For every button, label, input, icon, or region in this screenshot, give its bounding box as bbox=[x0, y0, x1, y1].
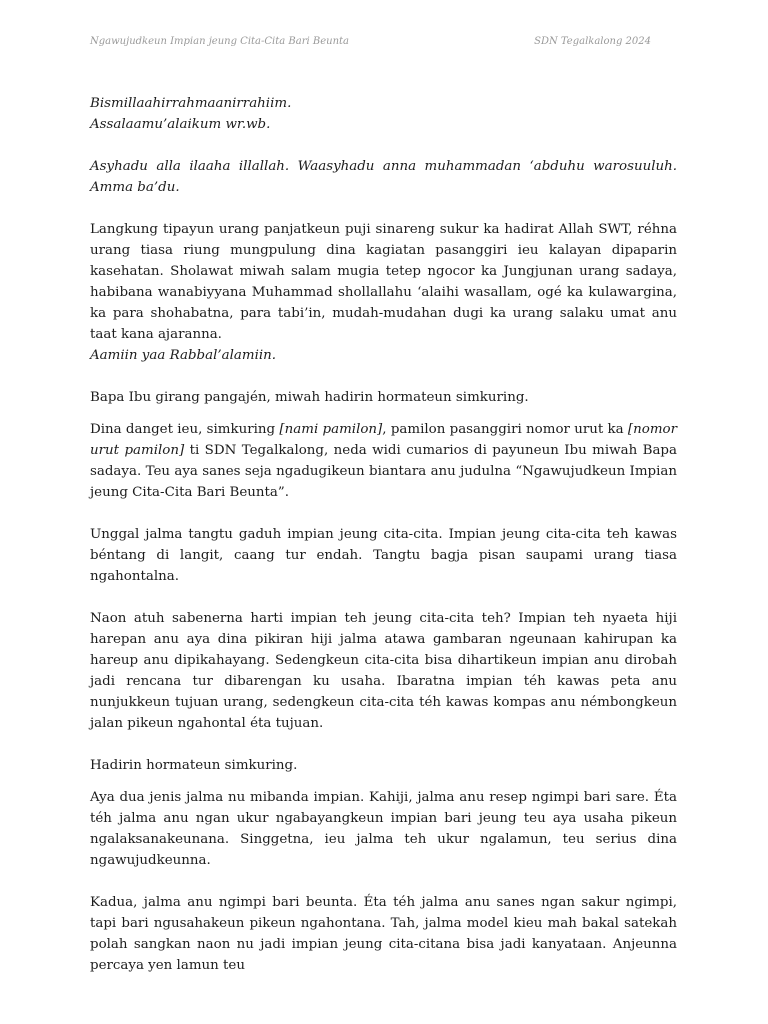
intro-text-3: ti SDN Tegalkalong, neda widi cumarios di payuneun Ibu miwah Bapa sadaya. Teu aya sanes seja ngadugikeun biantara anu judulna “Ngawujudkeun Impian jeung Cita-Cita Bari Beunta”. bbox=[90, 443, 677, 500]
basmalah: Bismillaahirrahmaanirrahiim. bbox=[90, 96, 292, 111]
greeting-audience: Hadirin hormateun simkuring. bbox=[90, 758, 298, 773]
greeting-judges: Bapa Ibu girang pangajén, miwah hadirin hormateun simkuring. bbox=[90, 390, 529, 405]
header-title: Ngawujudkeun Impian jeung Cita-Cita Bari Beunta bbox=[90, 36, 349, 47]
paragraph-introduction bbox=[90, 419, 677, 503]
aamiin: Aamiin yaa Rabbal’alamiin. bbox=[90, 348, 277, 363]
intro-text-1: Dina danget ieu, simkuring bbox=[90, 422, 280, 437]
paragraph-second-type: Kadua, jalma anu ngimpi bari beunta. Éta téh jalma anu sanes ngan sakur ngimpi, tapi bari ngusahakeun pikeun ngahontana. Tah, jalma model kieu mah bakal satekah polah sangkan naon nu jadi impian jeung cita-citana bisa jadi kanyataan. Anjeunna percaya yen lamun teu bbox=[90, 895, 677, 973]
page-header bbox=[90, 36, 651, 47]
header-school: SDN Tegalkalong 2024 bbox=[534, 36, 651, 47]
number-placeholder: [nomor urut pamilon] bbox=[90, 422, 677, 458]
salam: Assalaamu’alaikum wr.wb. bbox=[90, 117, 271, 132]
paragraph-definition: Naon atuh sabenerna harti impian teh jeung cita-cita teh? Impian teh nyaeta hiji harepan anu aya dina pikiran hiji jalma atawa gambaran ngeunaan kahirupan ka hareup anu dipikahayang. Sedengkeun cita-cita bisa dihartikeun impian anu dirobah jadi rencana tur dibarengan ku usaha. Ibaratna impian téh kawas peta anu nunjukkeun tujuan urang, sedengkeun cita-cita téh kawas kompas anu némbongkeun jalan pikeun ngahontal éta tujuan. bbox=[90, 611, 677, 731]
speech-body bbox=[90, 93, 677, 976]
syahadat: Asyhadu alla ilaaha illallah. Waasyhadu anna muhammadan ‘abduhu warosuuluh. Amma ba’du. bbox=[90, 159, 677, 195]
paragraph-two-types: Aya dua jenis jalma nu mibanda impian. Kahiji, jalma anu resep ngimpi bari sare. Éta téh jalma anu ngan ukur ngabayangkeun impian bari jeung teu aya usaha pikeun ngalaksanakeunana. Singgetna, ieu jalma teh ukur ngalamun, teu serius dina ngawujudkeunna. bbox=[90, 790, 677, 868]
paragraph-dreams: Unggal jalma tangtu gaduh impian jeung cita-cita. Impian jeung cita-cita teh kawas béntang di langit, caang tur endah. Tangtu bagja pisan saupami urang tiasa ngahontalna. bbox=[90, 527, 677, 584]
intro-text-2: , pamilon pasanggiri nomor urut ka bbox=[382, 422, 628, 437]
paragraph-opening: Langkung tipayun urang panjatkeun puji sinareng sukur ka hadirat Allah SWT, réhna urang tiasa riung mungpulung dina kagiatan pasanggiri ieu kalayan dipaparin kasehatan. Sholawat miwah salam mugia tetep ngocor ka Jungjunan urang sadaya, habibana wanabiyyana Muhammad shollallahu ‘alaihi wasallam, ogé ka kulawargina, ka para shohabatna, para tabi’in, mudah-mudahan dugi ka urang salaku umat anu taat kana ajaranna. bbox=[90, 222, 677, 342]
name-placeholder: [nami pamilon] bbox=[279, 422, 383, 437]
